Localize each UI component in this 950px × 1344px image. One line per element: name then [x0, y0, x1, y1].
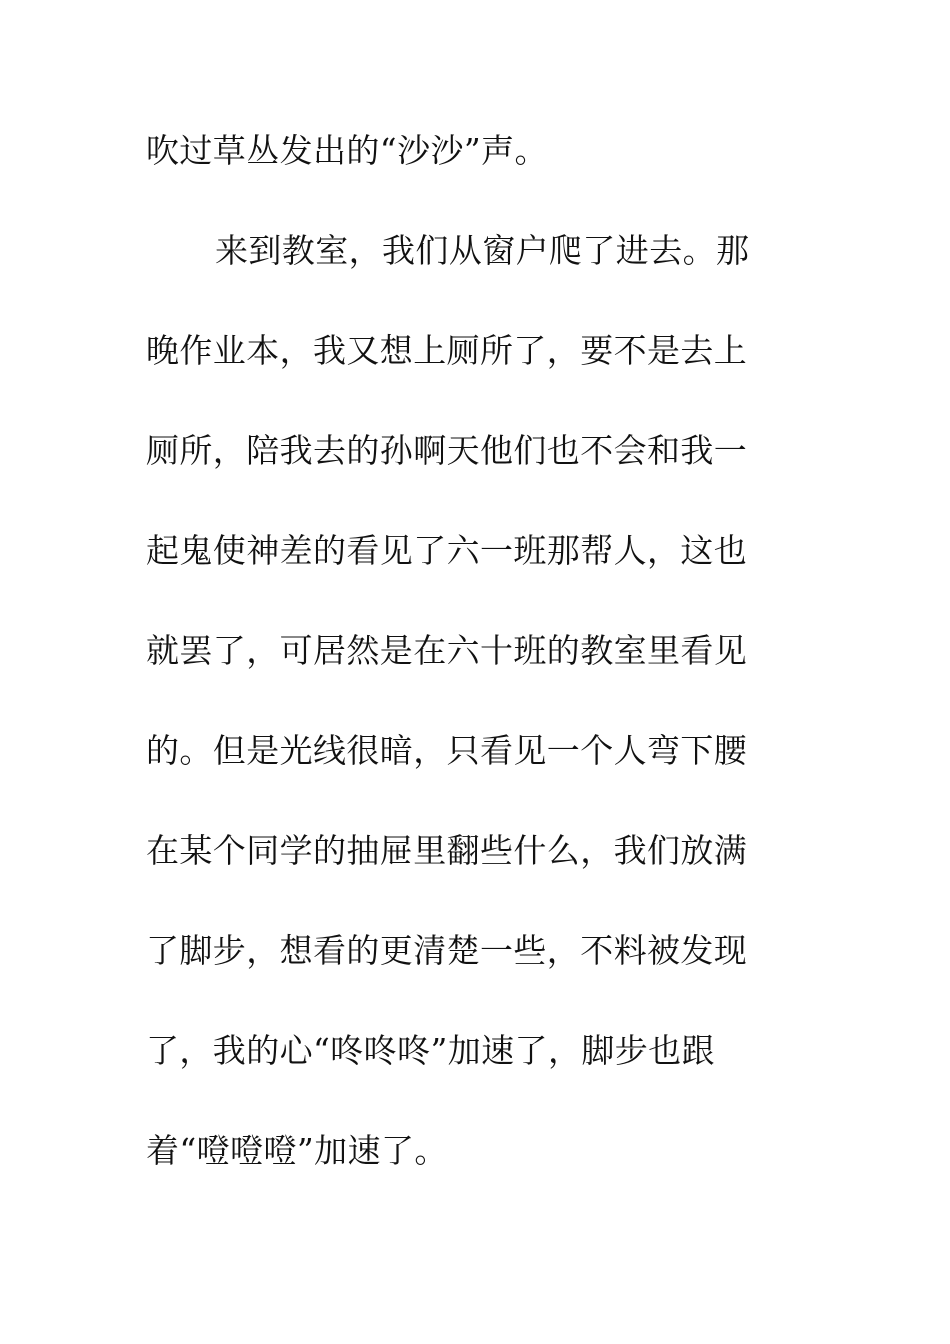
text-line-6: 就罢了，可居然是在六十班的教室里看见: [146, 631, 748, 670]
text-line-5: 起鬼使神差的看见了六一班那帮人，这也: [146, 531, 748, 570]
text-line-9: 了脚步，想看的更清楚一些，不料被发现: [146, 931, 748, 970]
text-line-7: 的。但是光线很暗，只看见一个人弯下腰: [146, 731, 748, 770]
text-line-10: 了，我的心“咚咚咚”加速了，脚步也跟: [146, 1031, 715, 1070]
text-line-8: 在某个同学的抽屉里翻些什么，我们放满: [146, 831, 748, 870]
text-line-4: 厕所，陪我去的孙啊天他们也不会和我一: [146, 431, 748, 470]
paragraph-start-line: 来到教室，我们从窗户爬了进去。那: [215, 231, 750, 270]
text-line-3: 晚作业本，我又想上厕所了，要不是去上: [146, 331, 748, 370]
text-line-1: 吹过草丛发出的“沙沙”声。: [146, 131, 548, 170]
text-line-11: 着“噔噔噔”加速了。: [146, 1131, 448, 1170]
